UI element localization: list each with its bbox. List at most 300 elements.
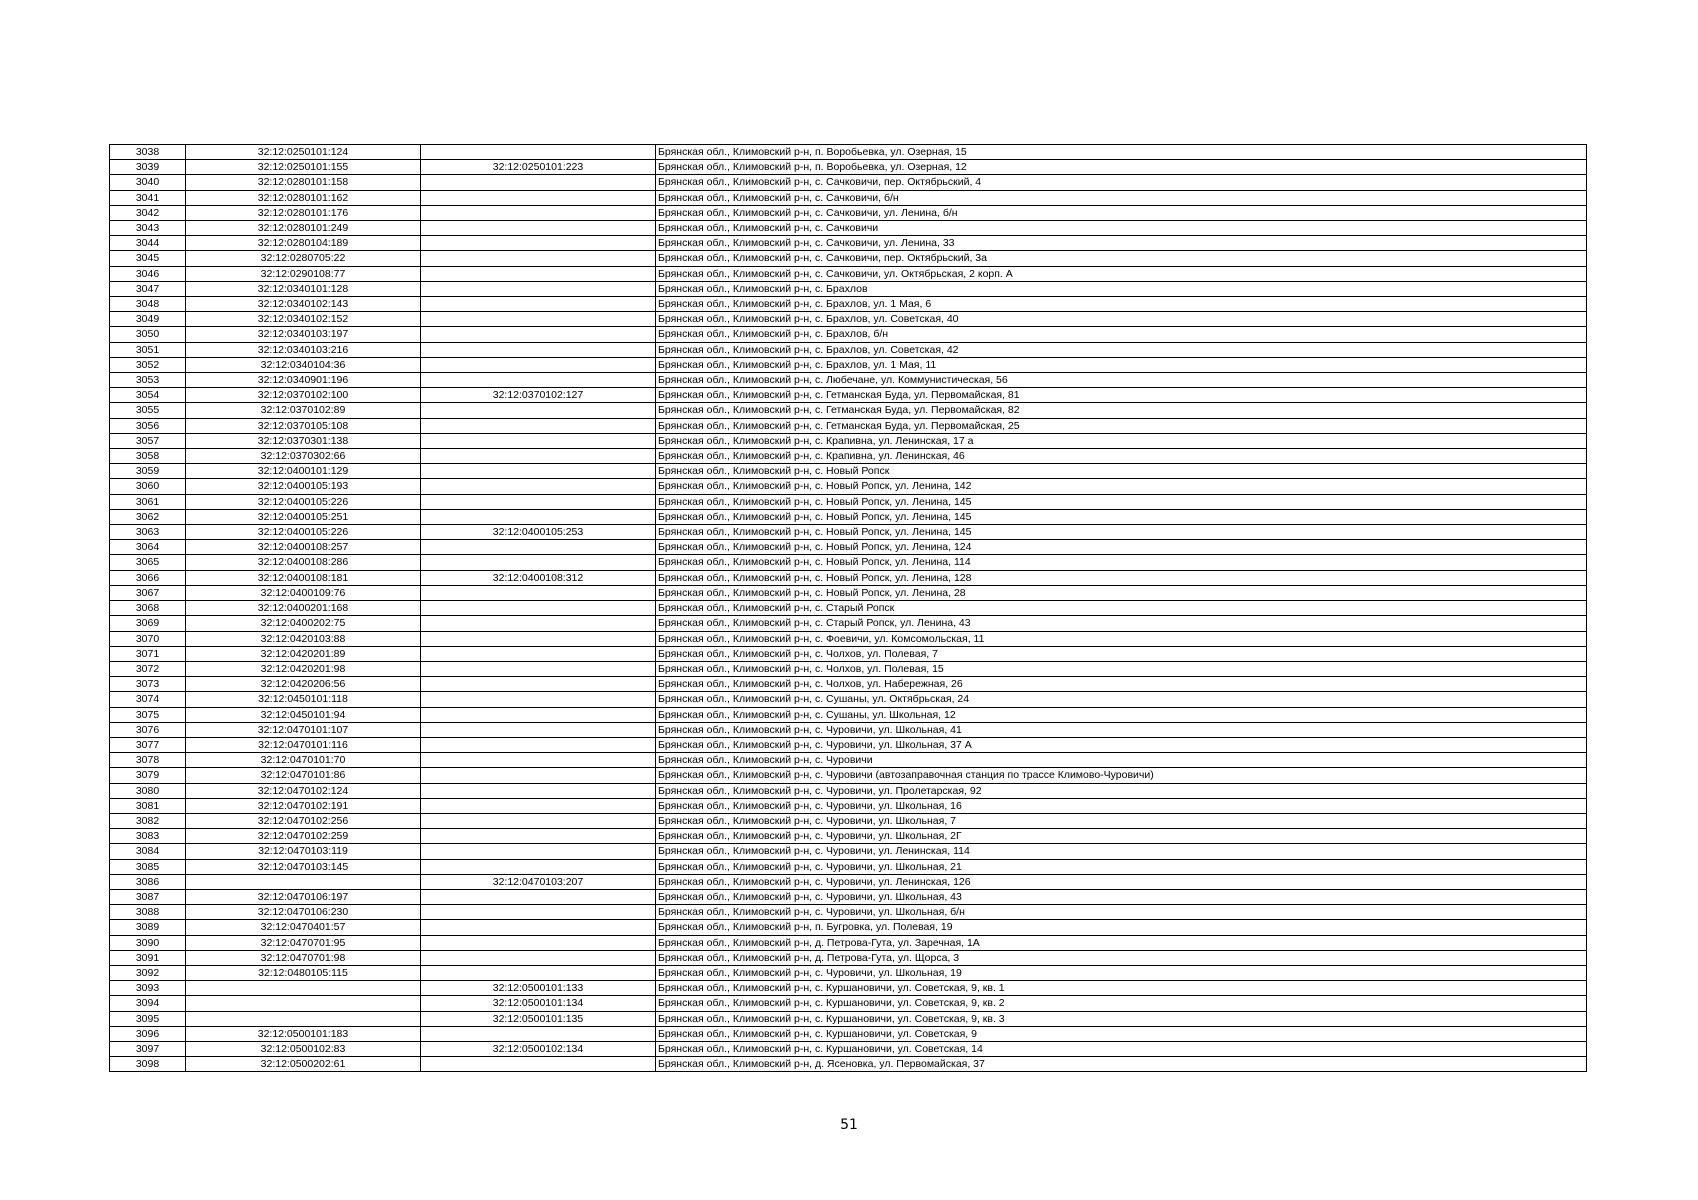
row-number-cell: 3092 — [110, 965, 186, 980]
linked-cadastral-number-cell — [421, 418, 656, 433]
address-cell: Брянская обл., Климовский р-н, с. Чуровичи, ул. Школьная, 43 — [656, 889, 1587, 904]
table-row — [110, 783, 1587, 798]
table-row — [110, 753, 1587, 768]
cadastral-number-cell: 32:12:0470101:107 — [186, 722, 421, 737]
table-row — [110, 327, 1587, 342]
table-row — [110, 677, 1587, 692]
row-number-cell: 3076 — [110, 722, 186, 737]
row-number-cell: 3068 — [110, 601, 186, 616]
table-row — [110, 874, 1587, 889]
linked-cadastral-number-cell — [421, 798, 656, 813]
row-number-cell: 3069 — [110, 616, 186, 631]
row-number-cell: 3095 — [110, 1011, 186, 1026]
linked-cadastral-number-cell — [421, 920, 656, 935]
address-cell: Брянская обл., Климовский р-н, с. Сачковичи, ул. Ленина, 33 — [656, 236, 1587, 251]
row-number-cell: 3074 — [110, 692, 186, 707]
linked-cadastral-number-cell — [421, 190, 656, 205]
linked-cadastral-number-cell — [421, 205, 656, 220]
linked-cadastral-number-cell — [421, 707, 656, 722]
table-row — [110, 190, 1587, 205]
row-number-cell: 3097 — [110, 1041, 186, 1056]
linked-cadastral-number-cell — [421, 251, 656, 266]
cadastral-number-cell: 32:12:0250101:155 — [186, 160, 421, 175]
cadastral-number-cell: 32:12:0470103:119 — [186, 844, 421, 859]
linked-cadastral-number-cell — [421, 281, 656, 296]
row-number-cell: 3070 — [110, 631, 186, 646]
registry-table — [109, 144, 1587, 1072]
address-cell: Брянская обл., Климовский р-н, с. Новый Ропск, ул. Ленина, 142 — [656, 479, 1587, 494]
cadastral-number-cell: 32:12:0500202:61 — [186, 1057, 421, 1072]
linked-cadastral-number-cell — [421, 433, 656, 448]
cadastral-number-cell — [186, 981, 421, 996]
cadastral-number-cell: 32:12:0340103:216 — [186, 342, 421, 357]
address-cell: Брянская обл., Климовский р-н, с. Сачковичи, пер. Октябрьский, 3а — [656, 251, 1587, 266]
row-number-cell: 3080 — [110, 783, 186, 798]
address-cell: Брянская обл., Климовский р-н, с. Старый Ропск, ул. Ленина, 43 — [656, 616, 1587, 631]
cadastral-number-cell: 32:12:0420201:98 — [186, 661, 421, 676]
table-row — [110, 540, 1587, 555]
cadastral-number-cell: 32:12:0400105:226 — [186, 525, 421, 540]
address-cell: Брянская обл., Климовский р-н, с. Брахлов, ул. 1 Мая, 6 — [656, 297, 1587, 312]
linked-cadastral-number-cell — [421, 175, 656, 190]
row-number-cell: 3090 — [110, 935, 186, 950]
address-cell: Брянская обл., Климовский р-н, с. Сачковичи, ул. Октябрьская, 2 корп. А — [656, 266, 1587, 281]
table-row — [110, 965, 1587, 980]
table-row — [110, 829, 1587, 844]
linked-cadastral-number-cell: 32:12:0370102:127 — [421, 388, 656, 403]
row-number-cell: 3054 — [110, 388, 186, 403]
row-number-cell: 3057 — [110, 433, 186, 448]
linked-cadastral-number-cell — [421, 509, 656, 524]
table-row — [110, 661, 1587, 676]
linked-cadastral-number-cell — [421, 266, 656, 281]
table-row — [110, 175, 1587, 190]
row-number-cell: 3079 — [110, 768, 186, 783]
linked-cadastral-number-cell — [421, 555, 656, 570]
cadastral-number-cell: 32:12:0470101:70 — [186, 753, 421, 768]
cadastral-number-cell — [186, 996, 421, 1011]
table-row — [110, 236, 1587, 251]
table-row — [110, 844, 1587, 859]
address-cell: Брянская обл., Климовский р-н, с. Новый Ропск, ул. Ленина, 145 — [656, 494, 1587, 509]
cadastral-number-cell: 32:12:0280101:158 — [186, 175, 421, 190]
address-cell: Брянская обл., Климовский р-н, с. Сачковичи — [656, 221, 1587, 236]
cadastral-number-cell: 32:12:0470401:57 — [186, 920, 421, 935]
row-number-cell: 3045 — [110, 251, 186, 266]
address-cell: Брянская обл., Климовский р-н, с. Куршановичи, ул. Советская, 14 — [656, 1041, 1587, 1056]
cadastral-number-cell: 32:12:0470106:197 — [186, 889, 421, 904]
cadastral-number-cell: 32:12:0480105:115 — [186, 965, 421, 980]
table-row — [110, 585, 1587, 600]
cadastral-number-cell: 32:12:0340101:128 — [186, 281, 421, 296]
address-cell: Брянская обл., Климовский р-н, с. Новый Ропск, ул. Ленина, 145 — [656, 509, 1587, 524]
cadastral-number-cell: 32:12:0420201:89 — [186, 646, 421, 661]
row-number-cell: 3038 — [110, 145, 186, 160]
address-cell: Брянская обл., Климовский р-н, с. Чуровичи, ул. Школьная, 2Г — [656, 829, 1587, 844]
cadastral-number-cell: 32:12:0370105:108 — [186, 418, 421, 433]
cadastral-number-cell: 32:12:0470102:191 — [186, 798, 421, 813]
linked-cadastral-number-cell — [421, 464, 656, 479]
table-row — [110, 859, 1587, 874]
linked-cadastral-number-cell: 32:12:0470103:207 — [421, 874, 656, 889]
linked-cadastral-number-cell — [421, 692, 656, 707]
table-row — [110, 221, 1587, 236]
linked-cadastral-number-cell: 32:12:0500101:134 — [421, 996, 656, 1011]
address-cell: Брянская обл., Климовский р-н, с. Чолхов, ул. Полевая, 15 — [656, 661, 1587, 676]
table-row — [110, 509, 1587, 524]
table-row — [110, 1011, 1587, 1026]
table-row — [110, 570, 1587, 585]
cadastral-number-cell: 32:12:0450101:118 — [186, 692, 421, 707]
row-number-cell: 3040 — [110, 175, 186, 190]
cadastral-number-cell: 32:12:0470103:145 — [186, 859, 421, 874]
row-number-cell: 3094 — [110, 996, 186, 1011]
row-number-cell: 3073 — [110, 677, 186, 692]
row-number-cell: 3083 — [110, 829, 186, 844]
linked-cadastral-number-cell — [421, 616, 656, 631]
row-number-cell: 3053 — [110, 373, 186, 388]
row-number-cell: 3047 — [110, 281, 186, 296]
table-row — [110, 297, 1587, 312]
table-row — [110, 266, 1587, 281]
table-row — [110, 555, 1587, 570]
row-number-cell: 3088 — [110, 905, 186, 920]
cadastral-number-cell: 32:12:0500101:183 — [186, 1026, 421, 1041]
linked-cadastral-number-cell — [421, 905, 656, 920]
linked-cadastral-number-cell — [421, 829, 656, 844]
table-row — [110, 707, 1587, 722]
table-row — [110, 418, 1587, 433]
row-number-cell: 3050 — [110, 327, 186, 342]
cadastral-number-cell: 32:12:0340901:196 — [186, 373, 421, 388]
table-row — [110, 281, 1587, 296]
address-cell: Брянская обл., Климовский р-н, с. Крапивна, ул. Ленинская, 17 а — [656, 433, 1587, 448]
address-cell: Брянская обл., Климовский р-н, с. Чуровичи, ул. Школьная, 16 — [656, 798, 1587, 813]
cadastral-number-cell: 32:12:0280101:162 — [186, 190, 421, 205]
row-number-cell: 3055 — [110, 403, 186, 418]
row-number-cell: 3072 — [110, 661, 186, 676]
linked-cadastral-number-cell — [421, 965, 656, 980]
row-number-cell: 3066 — [110, 570, 186, 585]
row-number-cell: 3059 — [110, 464, 186, 479]
row-number-cell: 3064 — [110, 540, 186, 555]
linked-cadastral-number-cell — [421, 935, 656, 950]
table-row — [110, 464, 1587, 479]
linked-cadastral-number-cell: 32:12:0500101:133 — [421, 981, 656, 996]
table-row — [110, 479, 1587, 494]
cadastral-number-cell: 32:12:0470102:124 — [186, 783, 421, 798]
cadastral-number-cell: 32:12:0470101:116 — [186, 737, 421, 752]
linked-cadastral-number-cell — [421, 403, 656, 418]
table-row — [110, 616, 1587, 631]
address-cell: Брянская обл., Климовский р-н, с. Брахлов, б/н — [656, 327, 1587, 342]
linked-cadastral-number-cell — [421, 236, 656, 251]
cadastral-number-cell: 32:12:0470106:230 — [186, 905, 421, 920]
address-cell: Брянская обл., Климовский р-н, с. Чуровичи, ул. Пролетарская, 92 — [656, 783, 1587, 798]
address-cell: Брянская обл., Климовский р-н, с. Брахлов — [656, 281, 1587, 296]
table-row — [110, 601, 1587, 616]
table-row — [110, 996, 1587, 1011]
linked-cadastral-number-cell — [421, 1057, 656, 1072]
row-number-cell: 3056 — [110, 418, 186, 433]
cadastral-number-cell: 32:12:0340102:143 — [186, 297, 421, 312]
row-number-cell: 3044 — [110, 236, 186, 251]
linked-cadastral-number-cell — [421, 889, 656, 904]
address-cell: Брянская обл., Климовский р-н, с. Чуровичи, ул. Ленинская, 114 — [656, 844, 1587, 859]
table-row — [110, 373, 1587, 388]
linked-cadastral-number-cell — [421, 449, 656, 464]
row-number-cell: 3096 — [110, 1026, 186, 1041]
table-row — [110, 160, 1587, 175]
address-cell: Брянская обл., Климовский р-н, с. Чуровичи, ул. Школьная, 41 — [656, 722, 1587, 737]
table-row — [110, 145, 1587, 160]
row-number-cell: 3052 — [110, 357, 186, 372]
address-cell: Брянская обл., Климовский р-н, с. Новый Ропск, ул. Ленина, 28 — [656, 585, 1587, 600]
linked-cadastral-number-cell — [421, 145, 656, 160]
address-cell: Брянская обл., Климовский р-н, с. Новый Ропск, ул. Ленина, 114 — [656, 555, 1587, 570]
table-row — [110, 388, 1587, 403]
table-row — [110, 251, 1587, 266]
row-number-cell: 3067 — [110, 585, 186, 600]
linked-cadastral-number-cell — [421, 950, 656, 965]
row-number-cell: 3048 — [110, 297, 186, 312]
row-number-cell: 3081 — [110, 798, 186, 813]
address-cell: Брянская обл., Климовский р-н, п. Воробьевка, ул. Озерная, 15 — [656, 145, 1587, 160]
cadastral-number-cell: 32:12:0470102:259 — [186, 829, 421, 844]
address-cell: Брянская обл., Климовский р-н, п. Воробьевка, ул. Озерная, 12 — [656, 160, 1587, 175]
table-row — [110, 342, 1587, 357]
cadastral-number-cell: 32:12:0500102:83 — [186, 1041, 421, 1056]
cadastral-number-cell: 32:12:0250101:124 — [186, 145, 421, 160]
table-row — [110, 312, 1587, 327]
table-row — [110, 205, 1587, 220]
page-number: 51 — [840, 1117, 858, 1133]
linked-cadastral-number-cell — [421, 373, 656, 388]
cadastral-number-cell: 32:12:0290108:77 — [186, 266, 421, 281]
address-cell: Брянская обл., Климовский р-н, с. Куршановичи, ул. Советская, 9, кв. 2 — [656, 996, 1587, 1011]
address-cell: Брянская обл., Климовский р-н, с. Чуровичи, ул. Школьная, 19 — [656, 965, 1587, 980]
linked-cadastral-number-cell — [421, 494, 656, 509]
address-cell: Брянская обл., Климовский р-н, с. Гетманская Буда, ул. Первомайская, 82 — [656, 403, 1587, 418]
cadastral-number-cell: 32:12:0340102:152 — [186, 312, 421, 327]
linked-cadastral-number-cell — [421, 342, 656, 357]
cadastral-number-cell: 32:12:0400105:193 — [186, 479, 421, 494]
cadastral-number-cell: 32:12:0400201:168 — [186, 601, 421, 616]
cadastral-number-cell: 32:12:0470102:256 — [186, 813, 421, 828]
linked-cadastral-number-cell: 32:12:0400105:253 — [421, 525, 656, 540]
address-cell: Брянская обл., Климовский р-н, с. Брахлов, ул. Советская, 40 — [656, 312, 1587, 327]
address-cell: Брянская обл., Климовский р-н, с. Брахлов, ул. Советская, 42 — [656, 342, 1587, 357]
address-cell: Брянская обл., Климовский р-н, с. Чолхов, ул. Полевая, 7 — [656, 646, 1587, 661]
address-cell: Брянская обл., Климовский р-н, с. Куршановичи, ул. Советская, 9, кв. 3 — [656, 1011, 1587, 1026]
table-row — [110, 631, 1587, 646]
address-cell: Брянская обл., Климовский р-н, с. Чуровичи, ул. Школьная, б/н — [656, 905, 1587, 920]
table-row — [110, 798, 1587, 813]
cadastral-number-cell: 32:12:0400202:75 — [186, 616, 421, 631]
address-cell: Брянская обл., Климовский р-н, д. Петрова-Гута, ул. Щорса, 3 — [656, 950, 1587, 965]
row-number-cell: 3091 — [110, 950, 186, 965]
address-cell: Брянская обл., Климовский р-н, с. Любечане, ул. Коммунистическая, 56 — [656, 373, 1587, 388]
table-row — [110, 692, 1587, 707]
row-number-cell: 3041 — [110, 190, 186, 205]
cadastral-number-cell: 32:12:0370301:138 — [186, 433, 421, 448]
address-cell: Брянская обл., Климовский р-н, с. Крапивна, ул. Ленинская, 46 — [656, 449, 1587, 464]
address-cell: Брянская обл., Климовский р-н, с. Куршановичи, ул. Советская, 9, кв. 1 — [656, 981, 1587, 996]
row-number-cell: 3086 — [110, 874, 186, 889]
row-number-cell: 3043 — [110, 221, 186, 236]
cadastral-number-cell: 32:12:0420206:56 — [186, 677, 421, 692]
address-cell: Брянская обл., Климовский р-н, с. Чуровичи, ул. Школьная, 37 А — [656, 737, 1587, 752]
linked-cadastral-number-cell — [421, 722, 656, 737]
row-number-cell: 3063 — [110, 525, 186, 540]
address-cell: Брянская обл., Климовский р-н, с. Брахлов, ул. 1 Мая, 11 — [656, 357, 1587, 372]
row-number-cell: 3078 — [110, 753, 186, 768]
cadastral-number-cell: 32:12:0340104:36 — [186, 357, 421, 372]
table-row — [110, 1041, 1587, 1056]
table-row — [110, 935, 1587, 950]
table-body — [110, 145, 1587, 1072]
row-number-cell: 3062 — [110, 509, 186, 524]
table-row — [110, 905, 1587, 920]
address-cell: Брянская обл., Климовский р-н, п. Бугровка, ул. Полевая, 19 — [656, 920, 1587, 935]
linked-cadastral-number-cell — [421, 357, 656, 372]
row-number-cell: 3087 — [110, 889, 186, 904]
cadastral-number-cell: 32:12:0470701:95 — [186, 935, 421, 950]
row-number-cell: 3042 — [110, 205, 186, 220]
row-number-cell: 3058 — [110, 449, 186, 464]
linked-cadastral-number-cell — [421, 601, 656, 616]
address-cell: Брянская обл., Климовский р-н, с. Чуровичи (автозаправочная станция по трассе Климово-Чуровичи) — [656, 768, 1587, 783]
cadastral-number-cell: 32:12:0400109:76 — [186, 585, 421, 600]
address-cell: Брянская обл., Климовский р-н, с. Новый Ропск, ул. Ленина, 124 — [656, 540, 1587, 555]
row-number-cell: 3039 — [110, 160, 186, 175]
linked-cadastral-number-cell — [421, 327, 656, 342]
linked-cadastral-number-cell — [421, 661, 656, 676]
address-cell: Брянская обл., Климовский р-н, с. Новый Ропск, ул. Ленина, 128 — [656, 570, 1587, 585]
address-cell: Брянская обл., Климовский р-н, с. Сушаны, ул. Октябрьская, 24 — [656, 692, 1587, 707]
address-cell: Брянская обл., Климовский р-н, д. Ясеновка, ул. Первомайская, 37 — [656, 1057, 1587, 1072]
table-row — [110, 981, 1587, 996]
address-cell: Брянская обл., Климовский р-н, с. Новый Ропск, ул. Ленина, 145 — [656, 525, 1587, 540]
cadastral-number-cell — [186, 1011, 421, 1026]
linked-cadastral-number-cell — [421, 631, 656, 646]
linked-cadastral-number-cell — [421, 753, 656, 768]
cadastral-number-cell: 32:12:0400108:286 — [186, 555, 421, 570]
cadastral-number-cell: 32:12:0280101:176 — [186, 205, 421, 220]
cadastral-number-cell: 32:12:0370302:66 — [186, 449, 421, 464]
cadastral-number-cell: 32:12:0340103:197 — [186, 327, 421, 342]
cadastral-number-cell: 32:12:0400108:257 — [186, 540, 421, 555]
row-number-cell: 3085 — [110, 859, 186, 874]
row-number-cell: 3061 — [110, 494, 186, 509]
table-row — [110, 449, 1587, 464]
row-number-cell: 3084 — [110, 844, 186, 859]
linked-cadastral-number-cell — [421, 783, 656, 798]
row-number-cell: 3049 — [110, 312, 186, 327]
linked-cadastral-number-cell: 32:12:0400108:312 — [421, 570, 656, 585]
table-row — [110, 403, 1587, 418]
table-row — [110, 889, 1587, 904]
table-row — [110, 813, 1587, 828]
linked-cadastral-number-cell — [421, 813, 656, 828]
row-number-cell: 3075 — [110, 707, 186, 722]
row-number-cell: 3098 — [110, 1057, 186, 1072]
address-cell: Брянская обл., Климовский р-н, с. Сачковичи, пер. Октябрьский, 4 — [656, 175, 1587, 190]
linked-cadastral-number-cell — [421, 585, 656, 600]
cadastral-number-cell: 32:12:0400101:129 — [186, 464, 421, 479]
table-row — [110, 433, 1587, 448]
linked-cadastral-number-cell — [421, 540, 656, 555]
table-row — [110, 357, 1587, 372]
cadastral-number-cell: 32:12:0400105:226 — [186, 494, 421, 509]
linked-cadastral-number-cell: 32:12:0500102:134 — [421, 1041, 656, 1056]
table-row — [110, 950, 1587, 965]
row-number-cell: 3071 — [110, 646, 186, 661]
linked-cadastral-number-cell — [421, 297, 656, 312]
row-number-cell: 3089 — [110, 920, 186, 935]
linked-cadastral-number-cell — [421, 221, 656, 236]
address-cell: Брянская обл., Климовский р-н, с. Чуровичи, ул. Школьная, 7 — [656, 813, 1587, 828]
linked-cadastral-number-cell — [421, 677, 656, 692]
row-number-cell: 3051 — [110, 342, 186, 357]
row-number-cell: 3060 — [110, 479, 186, 494]
linked-cadastral-number-cell: 32:12:0250101:223 — [421, 160, 656, 175]
cadastral-number-cell: 32:12:0470101:86 — [186, 768, 421, 783]
cadastral-number-cell: 32:12:0280104:189 — [186, 236, 421, 251]
cadastral-number-cell: 32:12:0400105:251 — [186, 509, 421, 524]
cadastral-number-cell: 32:12:0370102:100 — [186, 388, 421, 403]
row-number-cell: 3077 — [110, 737, 186, 752]
cadastral-number-cell: 32:12:0470701:98 — [186, 950, 421, 965]
cadastral-number-cell: 32:12:0280101:249 — [186, 221, 421, 236]
table-row — [110, 768, 1587, 783]
address-cell: Брянская обл., Климовский р-н, с. Фоевичи, ул. Комсомольская, 11 — [656, 631, 1587, 646]
table-row — [110, 1026, 1587, 1041]
linked-cadastral-number-cell — [421, 859, 656, 874]
cadastral-number-cell: 32:12:0450101:94 — [186, 707, 421, 722]
table-row — [110, 722, 1587, 737]
linked-cadastral-number-cell — [421, 844, 656, 859]
table-row — [110, 737, 1587, 752]
address-cell: Брянская обл., Климовский р-н, с. Гетманская Буда, ул. Первомайская, 25 — [656, 418, 1587, 433]
address-cell: Брянская обл., Климовский р-н, с. Старый Ропск — [656, 601, 1587, 616]
linked-cadastral-number-cell — [421, 646, 656, 661]
table-row — [110, 494, 1587, 509]
address-cell: Брянская обл., Климовский р-н, с. Чолхов, ул. Набережная, 26 — [656, 677, 1587, 692]
cadastral-number-cell: 32:12:0400108:181 — [186, 570, 421, 585]
table-row — [110, 1057, 1587, 1072]
row-number-cell: 3093 — [110, 981, 186, 996]
cadastral-number-cell: 32:12:0420103:88 — [186, 631, 421, 646]
row-number-cell: 3046 — [110, 266, 186, 281]
address-cell: Брянская обл., Климовский р-н, с. Чуровичи — [656, 753, 1587, 768]
linked-cadastral-number-cell — [421, 737, 656, 752]
address-cell: Брянская обл., Климовский р-н, с. Чуровичи, ул. Ленинская, 126 — [656, 874, 1587, 889]
cadastral-number-cell: 32:12:0280705:22 — [186, 251, 421, 266]
address-cell: Брянская обл., Климовский р-н, с. Сачковичи, б/н — [656, 190, 1587, 205]
table-row — [110, 920, 1587, 935]
address-cell: Брянская обл., Климовский р-н, с. Гетманская Буда, ул. Первомайская, 81 — [656, 388, 1587, 403]
address-cell: Брянская обл., Климовский р-н, с. Сачковичи, ул. Ленина, б/н — [656, 205, 1587, 220]
address-cell: Брянская обл., Климовский р-н, д. Петрова-Гута, ул. Заречная, 1А — [656, 935, 1587, 950]
linked-cadastral-number-cell — [421, 479, 656, 494]
linked-cadastral-number-cell — [421, 768, 656, 783]
cadastral-number-cell: 32:12:0370102:89 — [186, 403, 421, 418]
row-number-cell: 3082 — [110, 813, 186, 828]
table-row — [110, 646, 1587, 661]
address-cell: Брянская обл., Климовский р-н, с. Новый Ропск — [656, 464, 1587, 479]
linked-cadastral-number-cell — [421, 312, 656, 327]
